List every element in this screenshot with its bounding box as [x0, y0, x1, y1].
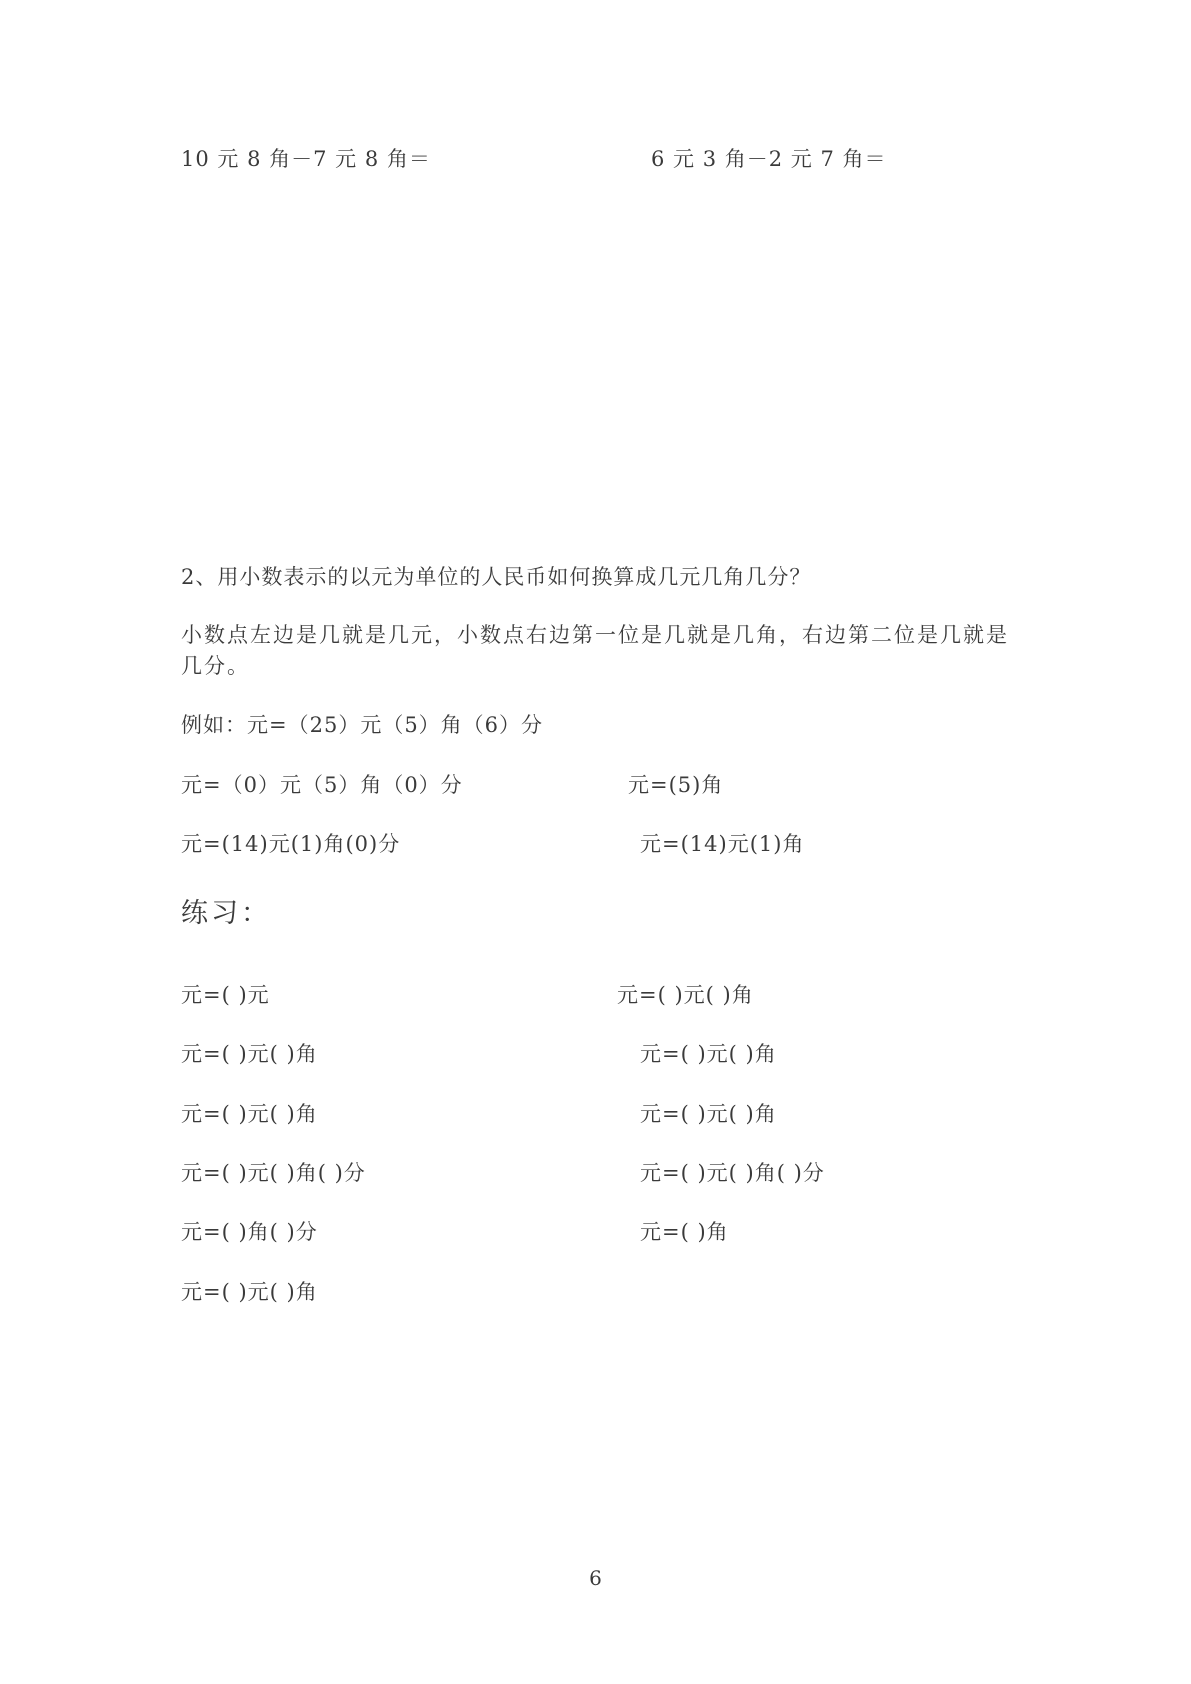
practice-row-1-left: 元=( )元 [181, 983, 270, 1007]
example-line-2-left: 元=（0）元（5）角（0）分 [181, 773, 463, 797]
section-2-question: 2、用小数表示的以元为单位的人民币如何换算成几元几角几分？ [181, 565, 812, 589]
example-line-1: 例如：元=（25）元（5）角（6）分 [181, 713, 544, 737]
example-line-3-right: 元=(14)元(1)角 [640, 832, 805, 856]
example-line-3-left: 元=(14)元(1)角(0)分 [181, 832, 401, 856]
practice-row-6-left: 元=( )元( )角 [181, 1280, 318, 1304]
section-2-explanation: 小数点左边是几就是几元，小数点右边第一位是几就是几角，右边第二位是几就是几分。 [181, 623, 1009, 678]
practice-row-3-right: 元=( )元( )角 [640, 1102, 777, 1126]
practice-heading: 练习： [181, 898, 271, 929]
practice-row-1-right: 元=( )元( )角 [617, 983, 754, 1007]
page-number: 6 [589, 1566, 602, 1590]
practice-row-2-right: 元=( )元( )角 [640, 1042, 777, 1066]
practice-row-5-left: 元=( )角( )分 [181, 1220, 318, 1244]
practice-row-3-left: 元=( )元( )角 [181, 1102, 318, 1126]
practice-row-2-left: 元=( )元( )角 [181, 1042, 318, 1066]
subtraction-problem-left: 10 元 8 角－7 元 8 角＝ [181, 147, 431, 171]
practice-row-5-right: 元=( )角 [640, 1220, 729, 1244]
example-line-2-right: 元=(5)角 [628, 773, 724, 797]
subtraction-problem-right: 6 元 3 角－2 元 7 角＝ [651, 147, 887, 171]
practice-row-4-left: 元=( )元( )角( )分 [181, 1161, 366, 1185]
practice-row-4-right: 元=( )元( )角( )分 [640, 1161, 825, 1185]
